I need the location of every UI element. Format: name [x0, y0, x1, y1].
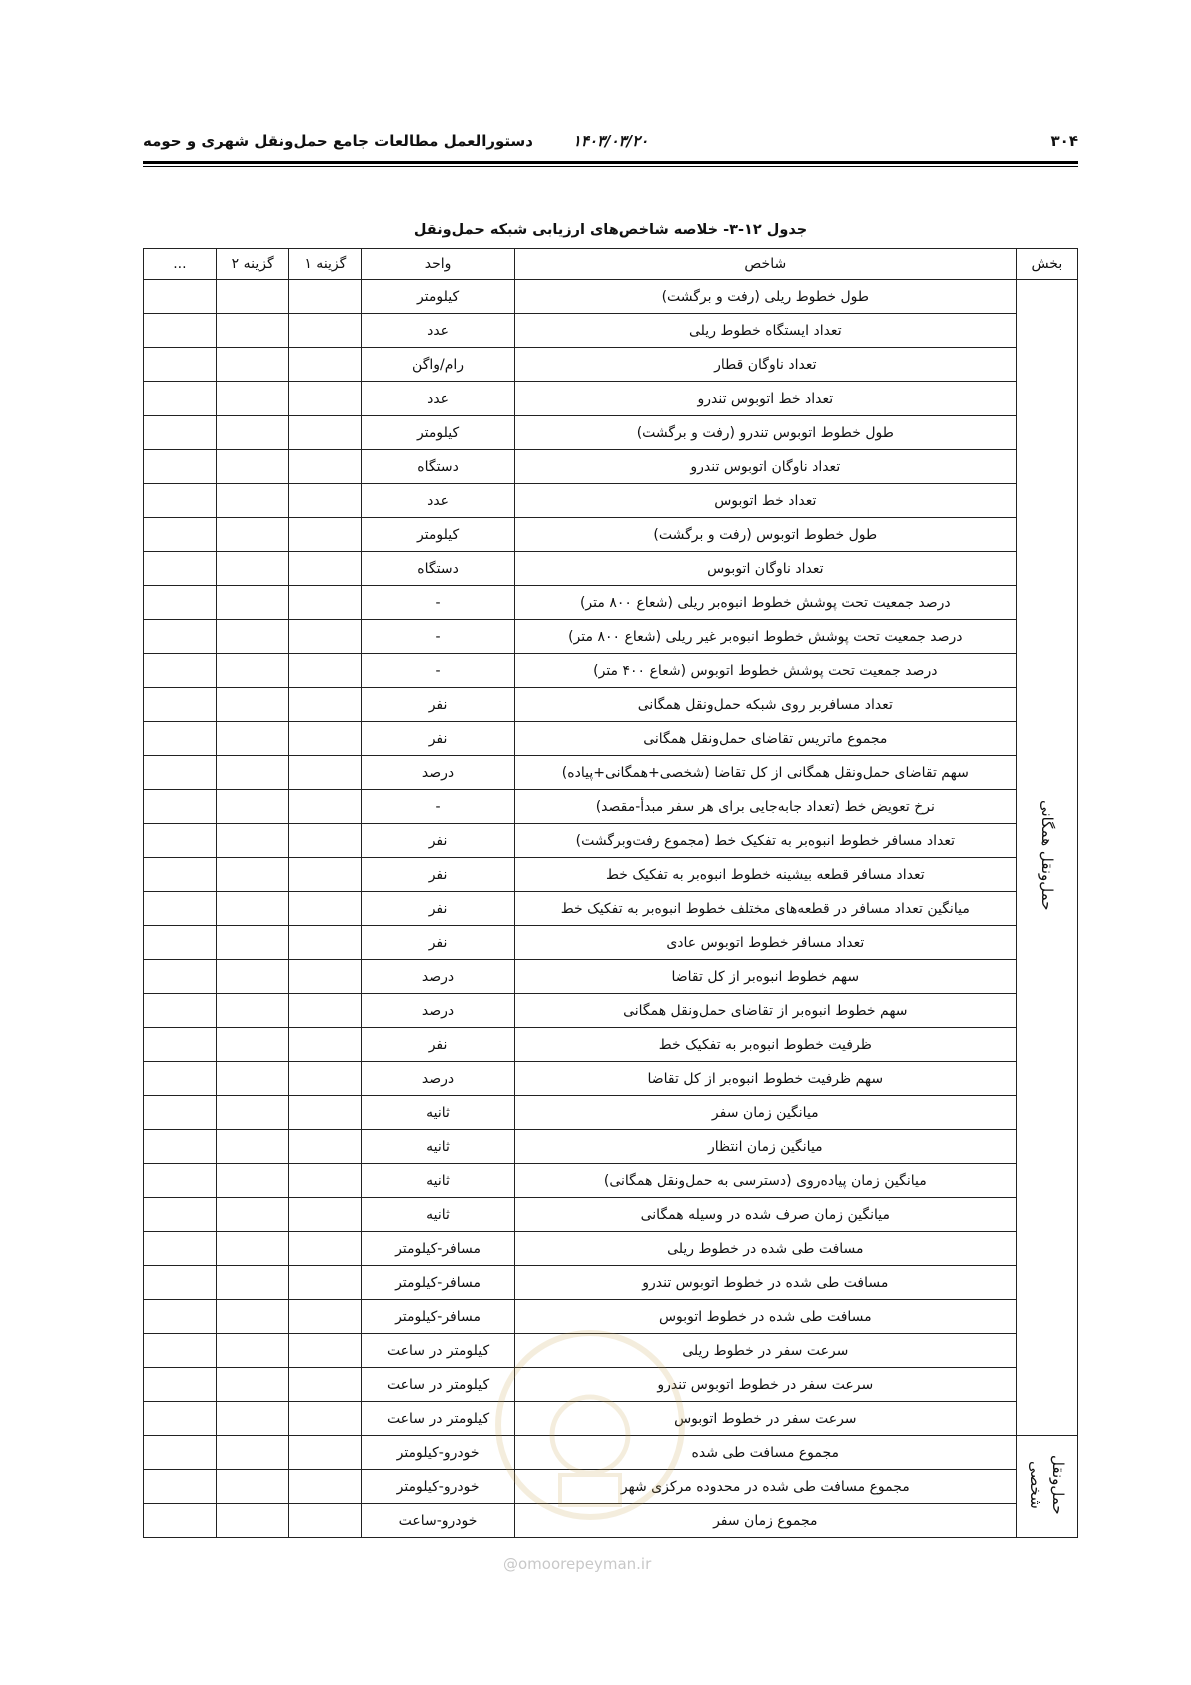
- indicator-cell: میانگین زمان پیاده‌روی (دسترسی به حمل‌ونقل همگانی): [514, 1164, 1016, 1198]
- option2-cell[interactable]: [216, 1266, 289, 1300]
- more-cell[interactable]: [144, 790, 217, 824]
- more-cell[interactable]: [144, 1470, 217, 1504]
- unit-cell: عدد: [362, 314, 515, 348]
- indicator-cell: ظرفیت خطوط انبوه‌بر به تفکیک خط: [514, 1028, 1016, 1062]
- unit-cell: مسافر-کیلومتر: [362, 1300, 515, 1334]
- option2-cell[interactable]: [216, 1062, 289, 1096]
- unit-cell: عدد: [362, 382, 515, 416]
- col-header-option1: گزینه ۱: [289, 249, 362, 280]
- unit-cell: نفر: [362, 892, 515, 926]
- option1-cell[interactable]: [289, 552, 362, 586]
- option1-cell[interactable]: [289, 790, 362, 824]
- more-cell[interactable]: [144, 484, 217, 518]
- option1-cell[interactable]: [289, 1266, 362, 1300]
- col-header-more: ...: [144, 249, 217, 280]
- option1-cell[interactable]: [289, 688, 362, 722]
- option2-cell[interactable]: [216, 1504, 289, 1538]
- unit-cell: کیلومتر: [362, 518, 515, 552]
- option2-cell[interactable]: [216, 892, 289, 926]
- indicator-cell: تعداد خط اتوبوس: [514, 484, 1016, 518]
- more-cell[interactable]: [144, 1096, 217, 1130]
- more-cell[interactable]: [144, 892, 217, 926]
- indicator-cell: میانگین زمان سفر: [514, 1096, 1016, 1130]
- option2-cell[interactable]: [216, 1402, 289, 1436]
- table-row: [144, 314, 1078, 348]
- indicator-cell: تعداد ناوگان قطار: [514, 348, 1016, 382]
- indicator-cell: سهم خطوط انبوه‌بر از تقاضای حمل‌ونقل همگانی: [514, 994, 1016, 1028]
- table-row: [144, 654, 1078, 688]
- table-row: [144, 484, 1078, 518]
- indicator-cell: میانگین زمان انتظار: [514, 1130, 1016, 1164]
- unit-cell: ثانیه: [362, 1130, 515, 1164]
- indicator-cell: تعداد ایستگاه خطوط ریلی: [514, 314, 1016, 348]
- option1-cell[interactable]: [289, 892, 362, 926]
- option2-cell[interactable]: [216, 1232, 289, 1266]
- table-row: [144, 1266, 1078, 1300]
- table-row: [144, 926, 1078, 960]
- indicator-cell: تعداد خط اتوبوس تندرو: [514, 382, 1016, 416]
- option2-cell[interactable]: [216, 586, 289, 620]
- option1-cell[interactable]: [289, 450, 362, 484]
- unit-cell: خودرو-ساعت: [362, 1504, 515, 1538]
- more-cell[interactable]: [144, 1130, 217, 1164]
- option1-cell[interactable]: [289, 1062, 362, 1096]
- more-cell[interactable]: [144, 1062, 217, 1096]
- option1-cell[interactable]: [289, 960, 362, 994]
- more-cell[interactable]: [144, 722, 217, 756]
- table-row: [144, 620, 1078, 654]
- table-row: [144, 382, 1078, 416]
- more-cell[interactable]: [144, 1300, 217, 1334]
- option2-cell[interactable]: [216, 518, 289, 552]
- option1-cell[interactable]: [289, 1402, 362, 1436]
- more-cell[interactable]: [144, 858, 217, 892]
- unit-cell: دستگاه: [362, 450, 515, 484]
- option1-cell[interactable]: [289, 994, 362, 1028]
- option2-cell[interactable]: [216, 1368, 289, 1402]
- unit-cell: عدد: [362, 484, 515, 518]
- more-cell[interactable]: [144, 756, 217, 790]
- unit-cell: درصد: [362, 756, 515, 790]
- indicator-cell: طول خطوط ریلی (رفت و برگشت): [514, 280, 1016, 314]
- table-caption: جدول ۱۲-۳- خلاصه شاخص‌های ارزیابی شبکه حمل‌ونقل: [413, 222, 808, 238]
- table-row: [144, 1504, 1078, 1538]
- indicator-cell: مسافت طی شده در خطوط اتوبوس: [514, 1300, 1016, 1334]
- more-cell[interactable]: [144, 314, 217, 348]
- option1-cell[interactable]: [289, 926, 362, 960]
- more-cell[interactable]: [144, 1198, 217, 1232]
- more-cell[interactable]: [144, 620, 217, 654]
- unit-cell: ثانیه: [362, 1164, 515, 1198]
- option2-cell[interactable]: [216, 450, 289, 484]
- table-row: [144, 416, 1078, 450]
- table-row: [144, 824, 1078, 858]
- unit-cell: کیلومتر در ساعت: [362, 1402, 515, 1436]
- option1-cell[interactable]: [289, 858, 362, 892]
- indicator-cell: سهم ظرفیت خطوط انبوه‌بر از کل تقاضا: [514, 1062, 1016, 1096]
- watermark-text: @omoorepeyman.ir: [503, 1555, 652, 1573]
- option2-cell[interactable]: [216, 1130, 289, 1164]
- option2-cell[interactable]: [216, 620, 289, 654]
- indicator-cell: مجموع ماتریس تقاضای حمل‌ونقل همگانی: [514, 722, 1016, 756]
- indicator-cell: مسافت طی شده در خطوط اتوبوس تندرو: [514, 1266, 1016, 1300]
- more-cell[interactable]: [144, 994, 217, 1028]
- indicator-cell: تعداد ناوگان اتوبوس تندرو: [514, 450, 1016, 484]
- more-cell[interactable]: [144, 654, 217, 688]
- indicator-cell: تعداد مسافربر روی شبکه حمل‌ونقل همگانی: [514, 688, 1016, 722]
- indicators-table: [143, 248, 1078, 1538]
- table-row: [144, 280, 1078, 314]
- table-row: [144, 1334, 1078, 1368]
- option1-cell[interactable]: [289, 280, 362, 314]
- table-row: [144, 1402, 1078, 1436]
- option2-cell[interactable]: [216, 1028, 289, 1062]
- col-header-unit: واحد: [362, 249, 515, 280]
- indicator-cell: سهم خطوط انبوه‌بر از کل تقاضا: [514, 960, 1016, 994]
- option2-cell[interactable]: [216, 756, 289, 790]
- unit-cell: نفر: [362, 926, 515, 960]
- unit-cell: نفر: [362, 722, 515, 756]
- section-label: حمل‌ونقل همگانی: [1037, 800, 1056, 911]
- table-row: [144, 858, 1078, 892]
- unit-cell: -: [362, 586, 515, 620]
- unit-cell: درصد: [362, 960, 515, 994]
- option2-cell[interactable]: [216, 280, 289, 314]
- option1-cell[interactable]: [289, 1232, 362, 1266]
- option2-cell[interactable]: [216, 1470, 289, 1504]
- indicator-cell: مسافت طی شده در خطوط ریلی: [514, 1232, 1016, 1266]
- table-row: [144, 1232, 1078, 1266]
- table-row: [144, 1062, 1078, 1096]
- option2-cell[interactable]: [216, 858, 289, 892]
- table-row: [144, 994, 1078, 1028]
- table-row: [144, 450, 1078, 484]
- option1-cell[interactable]: [289, 756, 362, 790]
- more-cell[interactable]: [144, 926, 217, 960]
- page-number: ۳۰۴: [1050, 132, 1078, 150]
- more-cell[interactable]: [144, 688, 217, 722]
- unit-cell: کیلومتر: [362, 280, 515, 314]
- unit-cell: نفر: [362, 824, 515, 858]
- more-cell[interactable]: [144, 382, 217, 416]
- unit-cell: نفر: [362, 688, 515, 722]
- unit-cell: کیلومتر در ساعت: [362, 1334, 515, 1368]
- more-cell[interactable]: [144, 960, 217, 994]
- option2-cell[interactable]: [216, 722, 289, 756]
- more-cell[interactable]: [144, 1436, 217, 1470]
- table-row: [144, 960, 1078, 994]
- option1-cell[interactable]: [289, 722, 362, 756]
- unit-cell: نفر: [362, 858, 515, 892]
- section-label: حمل‌ونقل شخصی: [1026, 1454, 1067, 1515]
- table-row: [144, 790, 1078, 824]
- option1-cell[interactable]: [289, 1096, 362, 1130]
- table-row: [144, 1198, 1078, 1232]
- option2-cell[interactable]: [216, 1334, 289, 1368]
- unit-cell: -: [362, 790, 515, 824]
- table-row: [144, 1130, 1078, 1164]
- unit-cell: دستگاه: [362, 552, 515, 586]
- header-rule-thick: [143, 161, 1078, 164]
- more-cell[interactable]: [144, 1266, 217, 1300]
- more-cell[interactable]: [144, 552, 217, 586]
- indicator-cell: مجموع مسافت طی شده: [514, 1436, 1016, 1470]
- unit-cell: ثانیه: [362, 1198, 515, 1232]
- more-cell[interactable]: [144, 586, 217, 620]
- table-row: [144, 348, 1078, 382]
- option1-cell[interactable]: [289, 620, 362, 654]
- col-header-section: بخش: [1016, 249, 1077, 280]
- unit-cell: خودرو-کیلومتر: [362, 1470, 515, 1504]
- indicator-cell: سرعت سفر در خطوط اتوبوس: [514, 1402, 1016, 1436]
- table-body: [144, 280, 1078, 1538]
- section-cell-private: [1016, 1436, 1077, 1538]
- option1-cell[interactable]: [289, 1130, 362, 1164]
- option1-cell[interactable]: [289, 484, 362, 518]
- option1-cell[interactable]: [289, 416, 362, 450]
- indicator-cell: مجموع زمان سفر: [514, 1504, 1016, 1538]
- indicator-cell: مجموع مسافت طی شده در محدوده مرکزی شهر: [514, 1470, 1016, 1504]
- indicator-cell: تعداد ناوگان اتوبوس: [514, 552, 1016, 586]
- unit-cell: -: [362, 654, 515, 688]
- option1-cell[interactable]: [289, 1198, 362, 1232]
- indicator-cell: درصد جمعیت تحت پوشش خطوط انبوه‌بر غیر ریلی (شعاع ۸۰۰ متر): [514, 620, 1016, 654]
- unit-cell: کیلومتر در ساعت: [362, 1368, 515, 1402]
- option1-cell[interactable]: [289, 382, 362, 416]
- table-row: [144, 892, 1078, 926]
- option1-cell[interactable]: [289, 1470, 362, 1504]
- option2-cell[interactable]: [216, 1096, 289, 1130]
- table-row: [144, 518, 1078, 552]
- option1-cell[interactable]: [289, 1436, 362, 1470]
- indicator-cell: طول خطوط اتوبوس تندرو (رفت و برگشت): [514, 416, 1016, 450]
- unit-cell: مسافر-کیلومتر: [362, 1232, 515, 1266]
- table-row: [144, 756, 1078, 790]
- option2-cell[interactable]: [216, 790, 289, 824]
- more-cell[interactable]: [144, 1402, 217, 1436]
- option2-cell[interactable]: [216, 552, 289, 586]
- unit-cell: ثانیه: [362, 1096, 515, 1130]
- unit-cell: کیلومتر: [362, 416, 515, 450]
- more-cell[interactable]: [144, 518, 217, 552]
- section-cell-public: [1016, 280, 1077, 1436]
- page-header: [143, 128, 1078, 156]
- table-row: [144, 1470, 1078, 1504]
- unit-cell: -: [362, 620, 515, 654]
- unit-cell: نفر: [362, 1028, 515, 1062]
- option2-cell[interactable]: [216, 688, 289, 722]
- table-row: [144, 1028, 1078, 1062]
- table-row: [144, 1300, 1078, 1334]
- header-rule-thin: [143, 166, 1078, 167]
- option2-cell[interactable]: [216, 1198, 289, 1232]
- more-cell[interactable]: [144, 1164, 217, 1198]
- indicator-cell: درصد جمعیت تحت پوشش خطوط اتوبوس (شعاع ۴۰۰ متر): [514, 654, 1016, 688]
- more-cell[interactable]: [144, 348, 217, 382]
- indicator-cell: تعداد مسافر خطوط اتوبوس عادی: [514, 926, 1016, 960]
- option1-cell[interactable]: [289, 586, 362, 620]
- option2-cell[interactable]: [216, 926, 289, 960]
- table-row: [144, 1436, 1078, 1470]
- option1-cell[interactable]: [289, 348, 362, 382]
- table-row: [144, 1164, 1078, 1198]
- indicator-cell: میانگین زمان صرف شده در وسیله همگانی: [514, 1198, 1016, 1232]
- more-cell[interactable]: [144, 824, 217, 858]
- option2-cell[interactable]: [216, 960, 289, 994]
- more-cell[interactable]: [144, 1368, 217, 1402]
- option2-cell[interactable]: [216, 1164, 289, 1198]
- more-cell[interactable]: [144, 1232, 217, 1266]
- more-cell[interactable]: [144, 280, 217, 314]
- option2-cell[interactable]: [216, 382, 289, 416]
- indicator-cell: میانگین تعداد مسافر در قطعه‌های مختلف خطوط انبوه‌بر به تفکیک خط: [514, 892, 1016, 926]
- more-cell[interactable]: [144, 1028, 217, 1062]
- option1-cell[interactable]: [289, 1028, 362, 1062]
- indicator-cell: سهم تقاضای حمل‌ونقل همگانی از کل تقاضا (شخصی+همگانی+پیاده): [514, 756, 1016, 790]
- option1-cell[interactable]: [289, 518, 362, 552]
- option1-cell[interactable]: [289, 1334, 362, 1368]
- option1-cell[interactable]: [289, 654, 362, 688]
- indicator-cell: نرخ تعویض خط (تعداد جابه‌جایی برای هر سفر مبدأ-مقصد): [514, 790, 1016, 824]
- header-date: ۱۴۰۳/۰۳/۲۰: [572, 132, 649, 150]
- option2-cell[interactable]: [216, 1300, 289, 1334]
- indicator-cell: تعداد مسافر خطوط انبوه‌بر به تفکیک خط (مجموع رفت‌وبرگشت): [514, 824, 1016, 858]
- option2-cell[interactable]: [216, 1436, 289, 1470]
- option1-cell[interactable]: [289, 1300, 362, 1334]
- indicator-cell: طول خطوط اتوبوس (رفت و برگشت): [514, 518, 1016, 552]
- table-row: [144, 722, 1078, 756]
- option1-cell[interactable]: [289, 314, 362, 348]
- option1-cell[interactable]: [289, 1164, 362, 1198]
- unit-cell: درصد: [362, 1062, 515, 1096]
- table-row: [144, 552, 1078, 586]
- unit-cell: خودرو-کیلومتر: [362, 1436, 515, 1470]
- option2-cell[interactable]: [216, 314, 289, 348]
- more-cell[interactable]: [144, 416, 217, 450]
- option2-cell[interactable]: [216, 824, 289, 858]
- option2-cell[interactable]: [216, 348, 289, 382]
- indicator-cell: سرعت سفر در خطوط اتوبوس تندرو: [514, 1368, 1016, 1402]
- indicator-cell: تعداد مسافر قطعه بیشینه خطوط انبوه‌بر به تفکیک خط: [514, 858, 1016, 892]
- option1-cell[interactable]: [289, 1368, 362, 1402]
- table-row: [144, 1368, 1078, 1402]
- unit-cell: درصد: [362, 994, 515, 1028]
- unit-cell: مسافر-کیلومتر: [362, 1266, 515, 1300]
- table-header-row: [144, 249, 1078, 280]
- table-row: [144, 688, 1078, 722]
- more-cell[interactable]: [144, 1504, 217, 1538]
- unit-cell: رام/واگن: [362, 348, 515, 382]
- document-title: دستورالعمل مطالعات جامع حمل‌ونقل شهری و حومه: [143, 132, 533, 150]
- more-cell[interactable]: [144, 450, 217, 484]
- option2-cell[interactable]: [216, 654, 289, 688]
- indicator-cell: سرعت سفر در خطوط ریلی: [514, 1334, 1016, 1368]
- option1-cell[interactable]: [289, 824, 362, 858]
- col-header-indicator: شاخص: [514, 249, 1016, 280]
- col-header-option2: گزینه ۲: [216, 249, 289, 280]
- more-cell[interactable]: [144, 1334, 217, 1368]
- indicator-cell: درصد جمعیت تحت پوشش خطوط انبوه‌بر ریلی (شعاع ۸۰۰ متر): [514, 586, 1016, 620]
- table-row: [144, 586, 1078, 620]
- option2-cell[interactable]: [216, 994, 289, 1028]
- table-row: [144, 1096, 1078, 1130]
- option2-cell[interactable]: [216, 416, 289, 450]
- option2-cell[interactable]: [216, 484, 289, 518]
- option1-cell[interactable]: [289, 1504, 362, 1538]
